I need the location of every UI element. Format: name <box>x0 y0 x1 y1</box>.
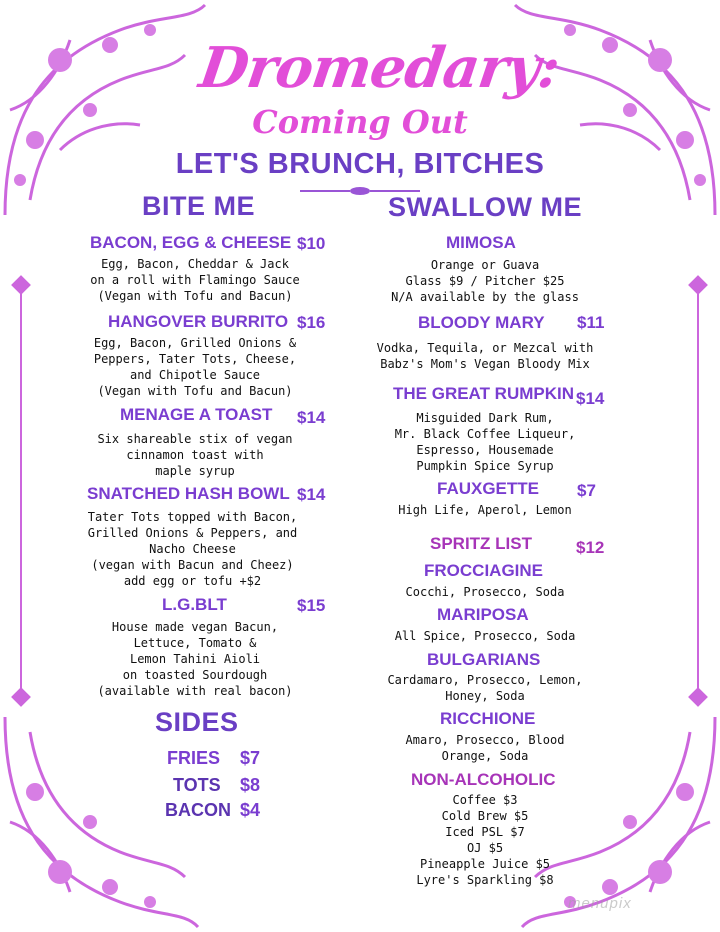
item-description: Egg, Bacon, Cheddar & Jack on a roll with Flamingo Sauce (Vegan with Tofu and Bacun) <box>90 257 300 303</box>
spritz-item-name: FROCCIAGINE <box>424 561 543 580</box>
item-price: $14 <box>297 408 326 427</box>
spritz-item-name: BULGARIANS <box>427 650 541 669</box>
watermark: menupix <box>568 895 632 912</box>
item-price: $7 <box>577 481 596 500</box>
spritz-item-description: All Spice, Prosecco, Soda <box>394 629 576 643</box>
brand-logo-text: Dromedary: <box>195 35 564 101</box>
item-price: $14 <box>576 389 605 408</box>
section-title-bite-me: BITE ME <box>142 191 256 221</box>
item-name: BLOODY MARY <box>418 313 545 332</box>
side-name: BACON <box>165 800 231 820</box>
spritz-item-description: Cocchi, Prosecco, Soda <box>405 585 565 599</box>
right-border-line <box>697 285 699 695</box>
item-price: $10 <box>297 234 326 253</box>
item-price: $16 <box>297 313 326 332</box>
item-description: Orange or Guava Glass $9 / Pitcher $25 N/A available by the glass <box>391 258 579 304</box>
spritz-item-description: Cardamaro, Prosecco, Lemon, Honey, Soda <box>387 673 583 703</box>
section-title-sides: SIDES <box>155 707 239 737</box>
brand-subtitle: Coming Out <box>252 103 468 141</box>
non-alcoholic-item: Lyre's Sparkling $8 <box>416 873 554 887</box>
non-alcoholic-item: Cold Brew $5 <box>441 809 529 823</box>
side-name: TOTS <box>173 775 221 795</box>
item-name: FAUXGETTE <box>437 479 540 498</box>
non-alcoholic-title: NON-ALCOHOLIC <box>411 770 556 789</box>
item-description: Vodka, Tequila, or Mezcal with Babz's Mom's Vegan Bloody Mix <box>376 341 594 371</box>
non-alcoholic-item: Coffee $3 <box>452 793 518 807</box>
spritz-item-name: RICCHIONE <box>440 709 536 728</box>
non-alcoholic-item: Pineapple Juice $5 <box>419 857 551 871</box>
right-border-finial-bottom <box>688 687 708 707</box>
item-description: Six shareable stix of vegan cinnamon toast with maple syrup <box>97 432 293 478</box>
item-description: High Life, Aperol, Lemon <box>398 503 572 517</box>
left-border-finial-top <box>11 275 31 295</box>
spritz-item-description: Amaro, Prosecco, Blood Orange, Soda <box>405 733 565 763</box>
item-name: SNATCHED HASH BOWL <box>87 484 290 503</box>
right-border-finial-top <box>688 275 708 295</box>
item-description: Tater Tots topped with Bacon, Grilled Onions & Peppers, and Nacho Cheese (vegan with Bacun and Cheez) add egg or tofu +$2 <box>87 510 298 588</box>
item-name: MIMOSA <box>446 233 516 252</box>
item-name: L.G.BLT <box>162 595 227 614</box>
section-title-swallow-me: SWALLOW ME <box>388 192 582 222</box>
item-name: HANGOVER BURRITO <box>108 312 289 331</box>
non-alcoholic-item: OJ $5 <box>466 841 504 855</box>
item-price: $11 <box>577 313 605 332</box>
tagline: LET'S BRUNCH, BITCHES <box>175 148 545 180</box>
side-price: $8 <box>240 775 261 795</box>
spritz-list-price: $12 <box>576 538 605 557</box>
spritz-list-title: SPRITZ LIST <box>430 534 532 553</box>
left-border-line <box>20 285 22 695</box>
item-name: BACON, EGG & CHEESE <box>90 233 292 252</box>
item-description: Misguided Dark Rum, Mr. Black Coffee Liqueur, Espresso, Housemade Pumpkin Spice Syrup <box>394 411 576 473</box>
item-price: $14 <box>297 485 326 504</box>
side-price: $7 <box>240 748 261 768</box>
non-alcoholic-list <box>360 792 610 888</box>
left-border-finial-bottom <box>11 687 31 707</box>
item-description: Egg, Bacon, Grilled Onions & Peppers, Tater Tots, Cheese, and Chipotle Sauce (Vegan with Tofu and Bacun) <box>93 336 297 398</box>
side-price: $4 <box>240 800 261 820</box>
item-name: THE GREAT RUMPKIN <box>393 384 575 403</box>
item-description: House made vegan Bacun, Lettuce, Tomato & Lemon Tahini Aioli on toasted Sourdough (available with real bacon) <box>97 620 293 698</box>
item-name: MENAGE A TOAST <box>120 405 273 424</box>
side-name: FRIES <box>167 748 221 768</box>
spritz-item-name: MARIPOSA <box>437 605 529 624</box>
ornament-top-right <box>510 0 720 220</box>
non-alcoholic-item: Iced PSL $7 <box>445 825 525 839</box>
item-price: $15 <box>297 596 326 615</box>
ornament-top-left <box>0 0 210 220</box>
ornament-bottom-left <box>0 712 200 932</box>
